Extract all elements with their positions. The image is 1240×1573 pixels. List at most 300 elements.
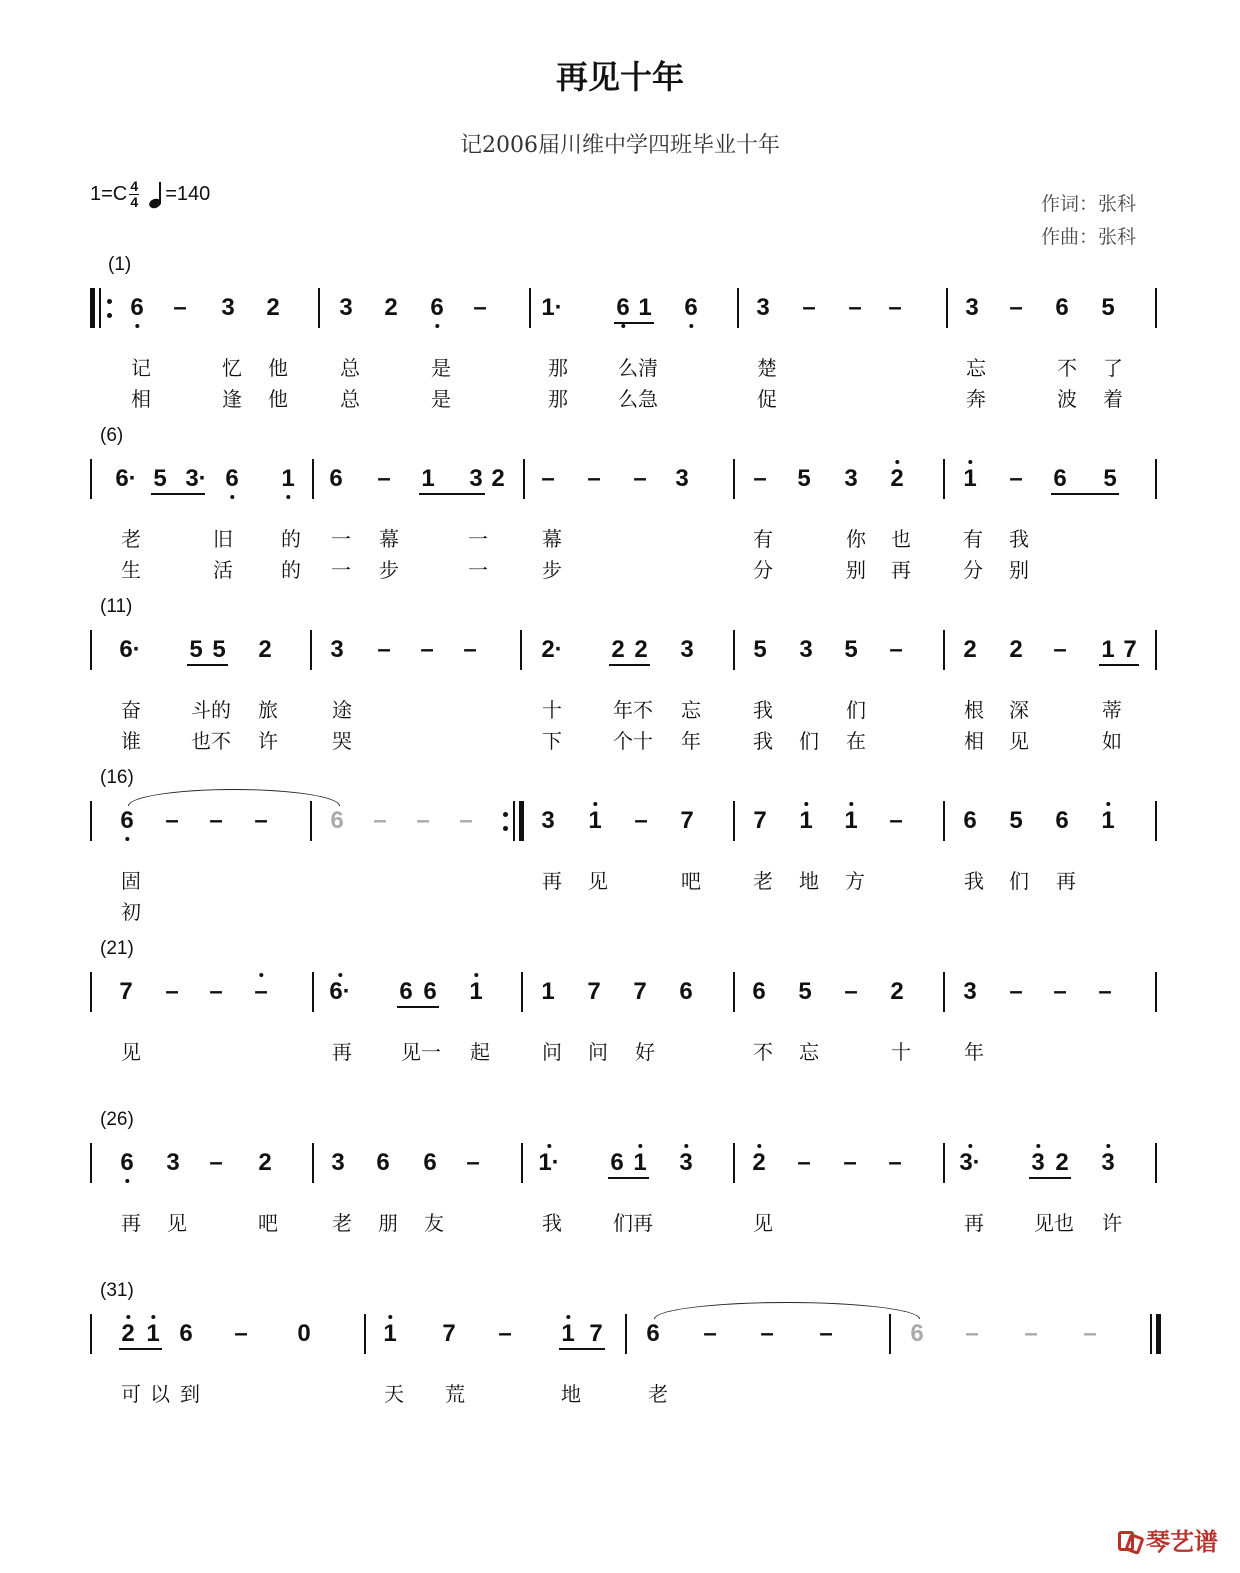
note: 7 <box>587 978 601 1005</box>
note: 1 <box>541 978 555 1005</box>
note: 6 <box>423 1149 437 1176</box>
lyric-verse-1: 旧 <box>213 527 233 551</box>
lyric-verse-1: 老 <box>648 1382 668 1406</box>
lyric-verse-1: 年不 <box>613 698 653 722</box>
lyric-verse-1: 问 <box>542 1040 562 1064</box>
bar-line <box>889 1314 891 1354</box>
lyric-verse-2: 个十 <box>613 729 653 753</box>
bar-line <box>364 1314 366 1354</box>
octave-dot-above <box>388 1315 392 1319</box>
note: 6· <box>119 636 141 663</box>
lyric-verse-2: 步 <box>379 558 399 582</box>
octave-dot-below <box>125 837 129 841</box>
note: 1· <box>541 294 563 321</box>
lyric-verse-1: 见 <box>121 1040 141 1064</box>
lyric-verse-2: 是 <box>431 387 451 411</box>
lyric-verse-1: 们再 <box>613 1211 653 1235</box>
note: – <box>1053 636 1067 663</box>
octave-dot-above <box>1036 1144 1040 1148</box>
repeat-end-thin <box>513 801 515 841</box>
beam-underline <box>1099 664 1139 666</box>
beam-underline <box>609 664 650 666</box>
bar-line <box>318 288 320 328</box>
note: – <box>173 294 187 321</box>
note: 6 <box>610 1149 624 1176</box>
note: 6 <box>423 978 437 1005</box>
note: – <box>234 1320 248 1347</box>
note: – <box>209 1149 223 1176</box>
octave-dot-above <box>1106 1144 1110 1148</box>
note: 1 <box>799 809 812 833</box>
bar-line <box>943 972 945 1012</box>
octave-dot-above <box>804 802 808 806</box>
lyric-verse-1: 再 <box>121 1211 141 1235</box>
note: 6 <box>120 1151 133 1175</box>
note: 3 <box>963 978 977 1005</box>
note: – <box>165 978 179 1005</box>
lyric-verse-2: 在 <box>846 729 866 753</box>
note: – <box>802 294 816 321</box>
octave-dot-above <box>684 1144 688 1148</box>
bar-line <box>1155 630 1157 670</box>
note: 7 <box>119 978 133 1005</box>
lyric-verse-1: 再 <box>542 869 562 893</box>
note: – <box>844 978 858 1005</box>
octave-dot-above <box>968 1144 972 1148</box>
note: 3· <box>959 1151 980 1175</box>
lyric-verse-2: 波 <box>1057 387 1077 411</box>
lyric-verse-1: 固 <box>121 869 141 893</box>
bar-line <box>312 972 314 1012</box>
song-title: 再见十年 <box>555 58 684 96</box>
note: 1 <box>844 809 857 833</box>
repeat-dot <box>503 826 508 831</box>
note: 3 <box>965 294 979 321</box>
lyric-verse-1: 再 <box>964 1211 984 1235</box>
measure-number: (6) <box>100 425 124 446</box>
octave-dot-below <box>689 324 693 328</box>
note: 1 <box>421 465 435 492</box>
lyric-verse-1: 地 <box>561 1382 581 1406</box>
octave-dot-below <box>230 495 234 499</box>
lyric-verse-1: 天 <box>384 1382 404 1406</box>
time-signature <box>129 180 139 209</box>
note: 5 <box>153 465 167 492</box>
bar-line <box>521 1143 523 1183</box>
note: 6 <box>646 1320 660 1347</box>
note: – <box>888 1149 902 1176</box>
bar-line <box>312 459 314 499</box>
lyric-verse-1: 以 <box>150 1382 170 1406</box>
lyric-verse-2: 步 <box>542 558 562 582</box>
note: 6 <box>963 807 977 834</box>
lyric-verse-1: 忘 <box>799 1040 819 1064</box>
beam-underline <box>608 1177 649 1179</box>
lyric-verse-1: 再 <box>332 1040 352 1064</box>
note: 3 <box>679 1151 692 1175</box>
octave-dot-above <box>968 460 972 464</box>
lyric-verse-1: 幕 <box>542 527 562 551</box>
lyric-verse-1: 了 <box>1103 356 1123 380</box>
lyric-verse-1: 见也 <box>1034 1211 1074 1235</box>
bar-line <box>90 1143 92 1183</box>
lyric-verse-2: 们 <box>799 729 819 753</box>
bar-line <box>943 459 945 499</box>
bar-line <box>943 801 945 841</box>
bar-line <box>733 630 735 670</box>
lyric-verse-1: 旅 <box>258 698 278 722</box>
octave-dot-above <box>1106 802 1110 806</box>
lyric-verse-2: 逢 <box>222 387 242 411</box>
lyric-verse-1: 一 <box>468 527 488 551</box>
lyric-verse-2: 许 <box>258 729 278 753</box>
lyric-verse-1: 起 <box>470 1040 490 1064</box>
note: 2 <box>121 1322 134 1346</box>
repeat-dot <box>107 313 112 318</box>
lyric-verse-1: 一 <box>331 527 351 551</box>
lyric-verse-1: 见一 <box>401 1040 441 1064</box>
repeat-dot <box>107 299 112 304</box>
note: 7 <box>633 978 647 1005</box>
lyric-verse-1: 可 <box>121 1382 141 1406</box>
beam-underline <box>1051 493 1119 495</box>
lyric-verse-2: 么急 <box>618 387 658 411</box>
lyric-verse-1: 也 <box>891 527 911 551</box>
bar-line <box>1155 288 1157 328</box>
tempo-value: =140 <box>165 183 211 205</box>
note: 7 <box>680 807 694 834</box>
lyric-verse-1: 吧 <box>681 869 701 893</box>
note: 3· <box>185 465 207 492</box>
note: 2 <box>384 294 398 321</box>
bar-line <box>520 630 522 670</box>
octave-dot-below <box>435 324 439 328</box>
note: 5 <box>1009 807 1023 834</box>
lyric-verse-1: 不 <box>1057 356 1077 380</box>
note: 1 <box>633 1151 646 1175</box>
lyric-verse-2: 哭 <box>332 729 352 753</box>
note: 6 <box>120 809 133 833</box>
lyric-verse-1: 见 <box>753 1211 773 1235</box>
note: 6 <box>430 296 443 320</box>
lyric-verse-2: 总 <box>340 387 360 411</box>
lyric-verse-1: 我 <box>964 869 984 893</box>
note: 2 <box>491 465 505 492</box>
note: – <box>753 465 767 492</box>
lyric-verse-1: 友 <box>424 1211 444 1235</box>
lyric-verse-1: 见 <box>588 869 608 893</box>
lyric-verse-2: 分 <box>753 558 773 582</box>
lyric-verse-1: 们 <box>1009 869 1029 893</box>
note: 2· <box>541 636 563 663</box>
octave-dot-above <box>757 1144 761 1148</box>
note: – <box>889 807 903 834</box>
lyric-verse-1: 十 <box>542 698 562 722</box>
lyric-verse-1: 么清 <box>618 356 658 380</box>
note: 6 <box>616 296 629 320</box>
bar-line <box>946 288 948 328</box>
final-bar-thin <box>1150 1314 1152 1354</box>
lyric-verse-1: 记 <box>131 356 151 380</box>
lyric-verse-1: 我 <box>1009 527 1029 551</box>
lyric-verse-2: 促 <box>757 387 777 411</box>
quarter-note-icon <box>149 182 165 208</box>
lyric-verse-1: 奋 <box>121 698 141 722</box>
note: 3 <box>799 636 813 663</box>
note: – <box>1009 978 1023 1005</box>
note: 2 <box>752 1151 765 1175</box>
lyric-verse-1: 见 <box>167 1211 187 1235</box>
beam-underline <box>614 322 654 324</box>
octave-dot-below <box>135 324 139 328</box>
note: 3 <box>541 807 555 834</box>
octave-dot-above <box>126 1315 130 1319</box>
lyric-verse-1: 老 <box>753 869 773 893</box>
note: 2 <box>963 636 977 663</box>
lyric-verse-1: 忘 <box>681 698 701 722</box>
logo-text: 琴艺谱 <box>1146 1528 1218 1556</box>
note: – <box>1024 1320 1038 1347</box>
note: – <box>473 294 487 321</box>
note: – <box>420 636 434 663</box>
octave-dot-above <box>338 973 342 977</box>
note: 1 <box>469 980 482 1004</box>
repeat-start-bar <box>90 288 95 328</box>
bar-line <box>312 1143 314 1183</box>
song-subtitle: 记2006届川维中学四班毕业十年 <box>460 133 780 158</box>
note: 2 <box>1009 636 1023 663</box>
measure-number: (21) <box>100 938 134 959</box>
beam-underline <box>151 493 205 495</box>
bar-line <box>90 972 92 1012</box>
note: – <box>165 807 179 834</box>
lyric-verse-1: 老 <box>332 1211 352 1235</box>
measure-number: (16) <box>100 767 134 788</box>
lyric-verse-2: 着 <box>1103 387 1123 411</box>
tie-slur <box>654 1302 920 1319</box>
note: – <box>843 1149 857 1176</box>
lyric-verse-2: 奔 <box>966 387 986 411</box>
note: 1 <box>1101 809 1114 833</box>
repeat-start-thin <box>99 288 101 328</box>
bar-line <box>733 459 735 499</box>
bar-line <box>1155 972 1157 1012</box>
bar-line <box>625 1314 627 1354</box>
lyric-verse-1: 到 <box>180 1382 200 1406</box>
note: 6 <box>330 807 344 834</box>
octave-dot-above <box>151 1315 155 1319</box>
note: – <box>1098 978 1112 1005</box>
note: 5 <box>844 636 858 663</box>
bar-line <box>733 801 735 841</box>
measure-number: (26) <box>100 1109 134 1130</box>
lyric-verse-2: 一 <box>468 558 488 582</box>
note: – <box>377 465 391 492</box>
lyric-verse-1: 蒂 <box>1102 698 1122 722</box>
lyric-verse-1: 楚 <box>757 356 777 380</box>
lyric-verse-2: 初 <box>121 900 141 924</box>
note: 5 <box>1101 294 1115 321</box>
lyric-verse-1: 有 <box>963 527 983 551</box>
note: 1 <box>588 809 601 833</box>
note: 1 <box>1101 636 1115 663</box>
octave-dot-above <box>474 973 478 977</box>
note: 5 <box>797 465 811 492</box>
lyric-verse-2: 年 <box>681 729 701 753</box>
composer-credit: 作曲：张科 <box>1040 226 1136 248</box>
note: 2 <box>890 467 903 491</box>
repeat-dot <box>503 812 508 817</box>
note: – <box>416 807 430 834</box>
note: – <box>466 1149 480 1176</box>
note: – <box>459 807 473 834</box>
lyric-verse-1: 有 <box>753 527 773 551</box>
bar-line <box>90 630 92 670</box>
note: – <box>1053 978 1067 1005</box>
note: 1 <box>963 467 976 491</box>
note: 3 <box>1031 1151 1044 1175</box>
note: – <box>634 807 648 834</box>
lyric-verse-1: 好 <box>635 1040 655 1064</box>
note: 1 <box>561 1322 574 1346</box>
note: 6 <box>376 1149 390 1176</box>
lyric-verse-1: 们 <box>846 698 866 722</box>
bar-line <box>943 630 945 670</box>
lyric-verse-2: 谁 <box>121 729 141 753</box>
note: – <box>498 1320 512 1347</box>
note: 5 <box>753 636 767 663</box>
bar-line <box>1155 1143 1157 1183</box>
note: – <box>819 1320 833 1347</box>
octave-dot-above <box>547 1144 551 1148</box>
note: – <box>1009 294 1023 321</box>
octave-dot-above <box>566 1315 570 1319</box>
note: 6 <box>130 296 143 320</box>
key-label: 1=C <box>90 183 128 205</box>
note: 1· <box>538 1151 559 1175</box>
lyric-verse-1: 再 <box>1056 869 1076 893</box>
lyric-verse-1: 不 <box>753 1040 773 1064</box>
lyric-verse-1: 斗的 <box>191 698 231 722</box>
beam-underline <box>187 664 228 666</box>
note: 6 <box>679 978 693 1005</box>
octave-dot-above <box>638 1144 642 1148</box>
note: 2 <box>611 636 625 663</box>
note: – <box>377 636 391 663</box>
credits <box>1041 188 1136 254</box>
bar-line <box>523 459 525 499</box>
bar-line <box>90 1314 92 1354</box>
note: 3 <box>680 636 694 663</box>
note: 3 <box>675 465 689 492</box>
lyric-verse-2: 也不 <box>191 729 231 753</box>
note: 1 <box>281 467 294 491</box>
lyric-verse-2: 别 <box>1009 558 1029 582</box>
lyric-verse-1: 是 <box>431 356 451 380</box>
note: 3 <box>339 294 353 321</box>
octave-dot-above <box>895 460 899 464</box>
note: – <box>209 978 223 1005</box>
note: – <box>703 1320 717 1347</box>
octave-dot-above <box>849 802 853 806</box>
beam-underline <box>1029 1177 1071 1179</box>
final-bar-thick <box>1156 1314 1161 1354</box>
beam-underline <box>119 1348 162 1350</box>
note: 3 <box>331 1149 345 1176</box>
lyric-verse-2: 相 <box>131 387 151 411</box>
note: 6 <box>910 1320 924 1347</box>
lyric-verse-2: 他 <box>268 387 288 411</box>
lyric-verse-1: 荒 <box>445 1382 465 1406</box>
repeat-end-bar <box>519 801 524 841</box>
note: 1 <box>383 1322 396 1346</box>
bar-line <box>943 1143 945 1183</box>
bar-line <box>90 459 92 499</box>
note: 1 <box>146 1322 159 1346</box>
measure-number: (1) <box>108 254 132 275</box>
lyric-verse-1: 年 <box>964 1040 984 1064</box>
site-logo <box>1118 1522 1218 1557</box>
note: 2 <box>266 294 280 321</box>
lyric-verse-1: 方 <box>845 869 865 893</box>
note: 2 <box>634 636 648 663</box>
note: 3 <box>1101 1151 1114 1175</box>
note: – <box>965 1320 979 1347</box>
lyric-verse-2: 下 <box>542 729 562 753</box>
note: 3 <box>330 636 344 663</box>
note: 5 <box>189 636 203 663</box>
lyric-verse-1: 忆 <box>222 356 242 380</box>
note: 3 <box>221 294 235 321</box>
lyric-verse-2: 别 <box>846 558 866 582</box>
lyric-verse-1: 我 <box>753 698 773 722</box>
lyric-verse-2: 如 <box>1102 729 1122 753</box>
lyric-verse-1: 老 <box>121 527 141 551</box>
beam-underline <box>419 493 485 495</box>
lyric-verse-1: 你 <box>846 527 866 551</box>
bar-line <box>521 972 523 1012</box>
bar-line <box>1155 459 1157 499</box>
bar-line <box>1155 801 1157 841</box>
note: 5 <box>1103 465 1117 492</box>
bar-line <box>737 288 739 328</box>
note: – <box>633 465 647 492</box>
note: 5 <box>798 978 812 1005</box>
lyric-verse-2: 相 <box>964 729 984 753</box>
note: – <box>373 807 387 834</box>
note: 5 <box>212 636 226 663</box>
note: 6 <box>179 1320 193 1347</box>
octave-dot-below <box>125 1179 129 1183</box>
note: – <box>1083 1320 1097 1347</box>
time-top: 4 <box>130 178 139 194</box>
lyric-verse-2: 活 <box>213 558 233 582</box>
bar-line <box>733 1143 735 1183</box>
lyricist-credit: 作词：张科 <box>1040 193 1136 215</box>
octave-dot-above <box>593 802 597 806</box>
note: – <box>848 294 862 321</box>
note: 3 <box>844 465 858 492</box>
note: 7 <box>589 1320 603 1347</box>
lyric-verse-1: 幕 <box>379 527 399 551</box>
lyric-verse-2: 一 <box>331 558 351 582</box>
note: 6 <box>1053 465 1067 492</box>
lyric-verse-1: 吧 <box>258 1211 278 1235</box>
lyric-verse-1: 根 <box>964 698 984 722</box>
bar-line <box>90 801 92 841</box>
lyric-verse-1: 总 <box>340 356 360 380</box>
note: 6 <box>225 467 238 491</box>
